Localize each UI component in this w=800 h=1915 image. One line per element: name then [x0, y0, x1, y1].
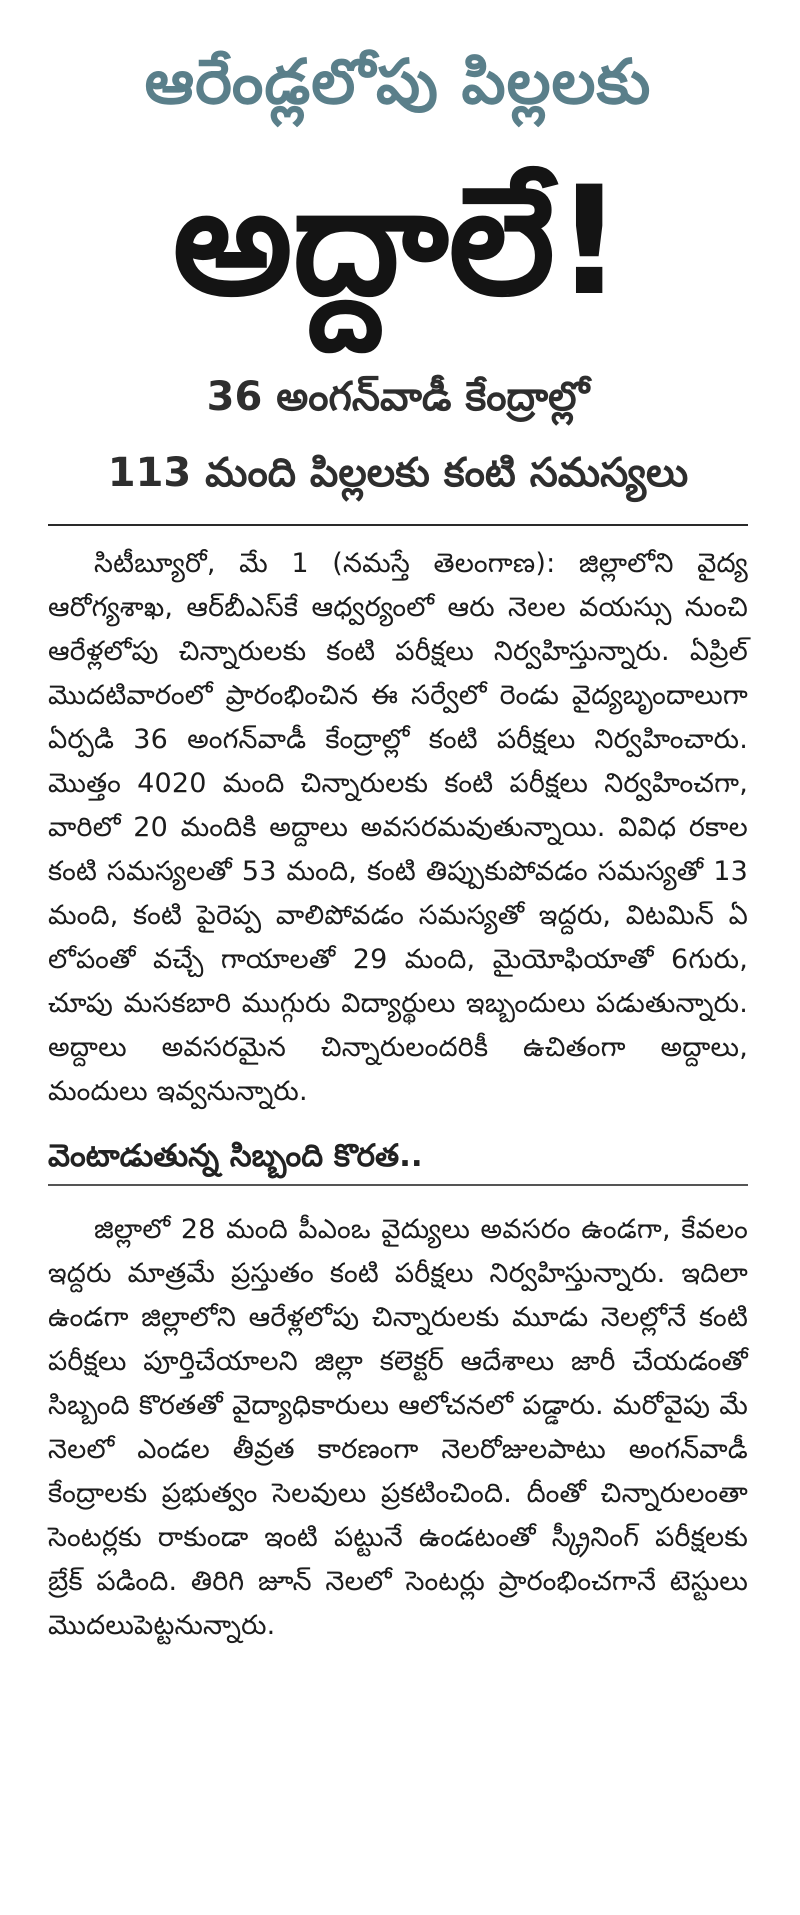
subheading-line-1: 36 అంగన్‌వాడీ కేంద్రాల్లో	[206, 374, 590, 420]
kicker-heading: ఆరేండ్లలోపు పిల్లలకు	[144, 45, 652, 118]
body-paragraph-1: సిటీబ్యూరో, మే 1 (నమస్తే తెలంగాణ): జిల్లాలోని వైద్య ఆరోగ్యశాఖ, ఆర్‌బీఎస్‌కే ఆధ్వర్యంలో ఆరు నెలల వయస్సు నుంచి ఆరేళ్లలోపు చిన్నారులకు కంటి పరీక్షలు నిర్వహిస్తున్నారు. ఏప్రిల్ మొదటివారంలో ప్రారంభించిన ఈ సర్వేలో రెండు వైద్యబృందాలుగా ఏర్పడి 36 అంగన్‌వాడీ కేంద్రాల్లో కంటి పరీక్షలు నిర్వహించారు. మొత్తం 4020 మంది చిన్నారులకు కంటి పరీక్షలు నిర్వహించగా, వారిలో 20 మందికి అద్దాలు అవసరమవుతున్నాయి. వివిధ రకాల కంటి సమస్యలతో 53 మంది, కంటి తిప్పుకుపోవడం సమస్యతో 13 మంది, కంటి పైరెప్ప వాలిపోవడం సమస్యతో ఇద్దరు, విటమిన్ ఏ లోపంతో వచ్చే గాయాలతో 29 మంది, మైయోఫియాతో 6గురు, చూపు మసకబారి ముగ్గురు విద్యార్థులు ఇబ్బందులు పడుతున్నారు. అద్దాలు అవసరమైన చిన్నారులందరికీ ఉచితంగా అద్దాలు, మందులు ఇవ్వనున్నారు.	[48, 548, 748, 1107]
main-headline: అద్దాలే!	[172, 155, 624, 329]
subheading-line-2: 113 మంది పిల్లలకు కంటి సమస్యలు	[107, 450, 689, 496]
body-paragraph-2: జిల్లాలో 28 మంది పీఎంఒ వైద్యులు అవసరం ఉండగా, కేవలం ఇద్దరు మాత్రమే ప్రస్తుతం కంటి పరీక్షలు నిర్వహిస్తున్నారు. ఇదిలా ఉండగా జిల్లాలోని ఆరేళ్లలోపు చిన్నారులకు మూడు నెలల్లోనే కంటి పరీక్షలు పూర్తిచేయాలని జిల్లా కలెక్టర్ ఆదేశాలు జారీ చేయడంతో సిబ్బంది కొరతతో వైద్యాధికారులు ఆలోచనలో పడ్డారు. మరోవైపు మే నెలలో ఎండల తీవ్రత కారణంగా నెలరోజులపాటు అంగన్‌వాడీ కేంద్రాలకు ప్రభుత్వం సెలవులు ప్రకటించింది. దీంతో చిన్నారులంతా సెంటర్లకు రాకుండా ఇంటి పట్టునే ఉండటంతో స్క్రీనింగ్ పరీక్షలకు బ్రేక్ పడింది. తిరిగి జూన్ నెలలో సెంటర్లు ప్రారంభించగానే టెస్టులు మొదలుపెట్టనున్నారు.	[48, 1214, 748, 1641]
section-heading: వెంటాడుతున్న సిబ్బంది కొరత..	[48, 1138, 423, 1174]
